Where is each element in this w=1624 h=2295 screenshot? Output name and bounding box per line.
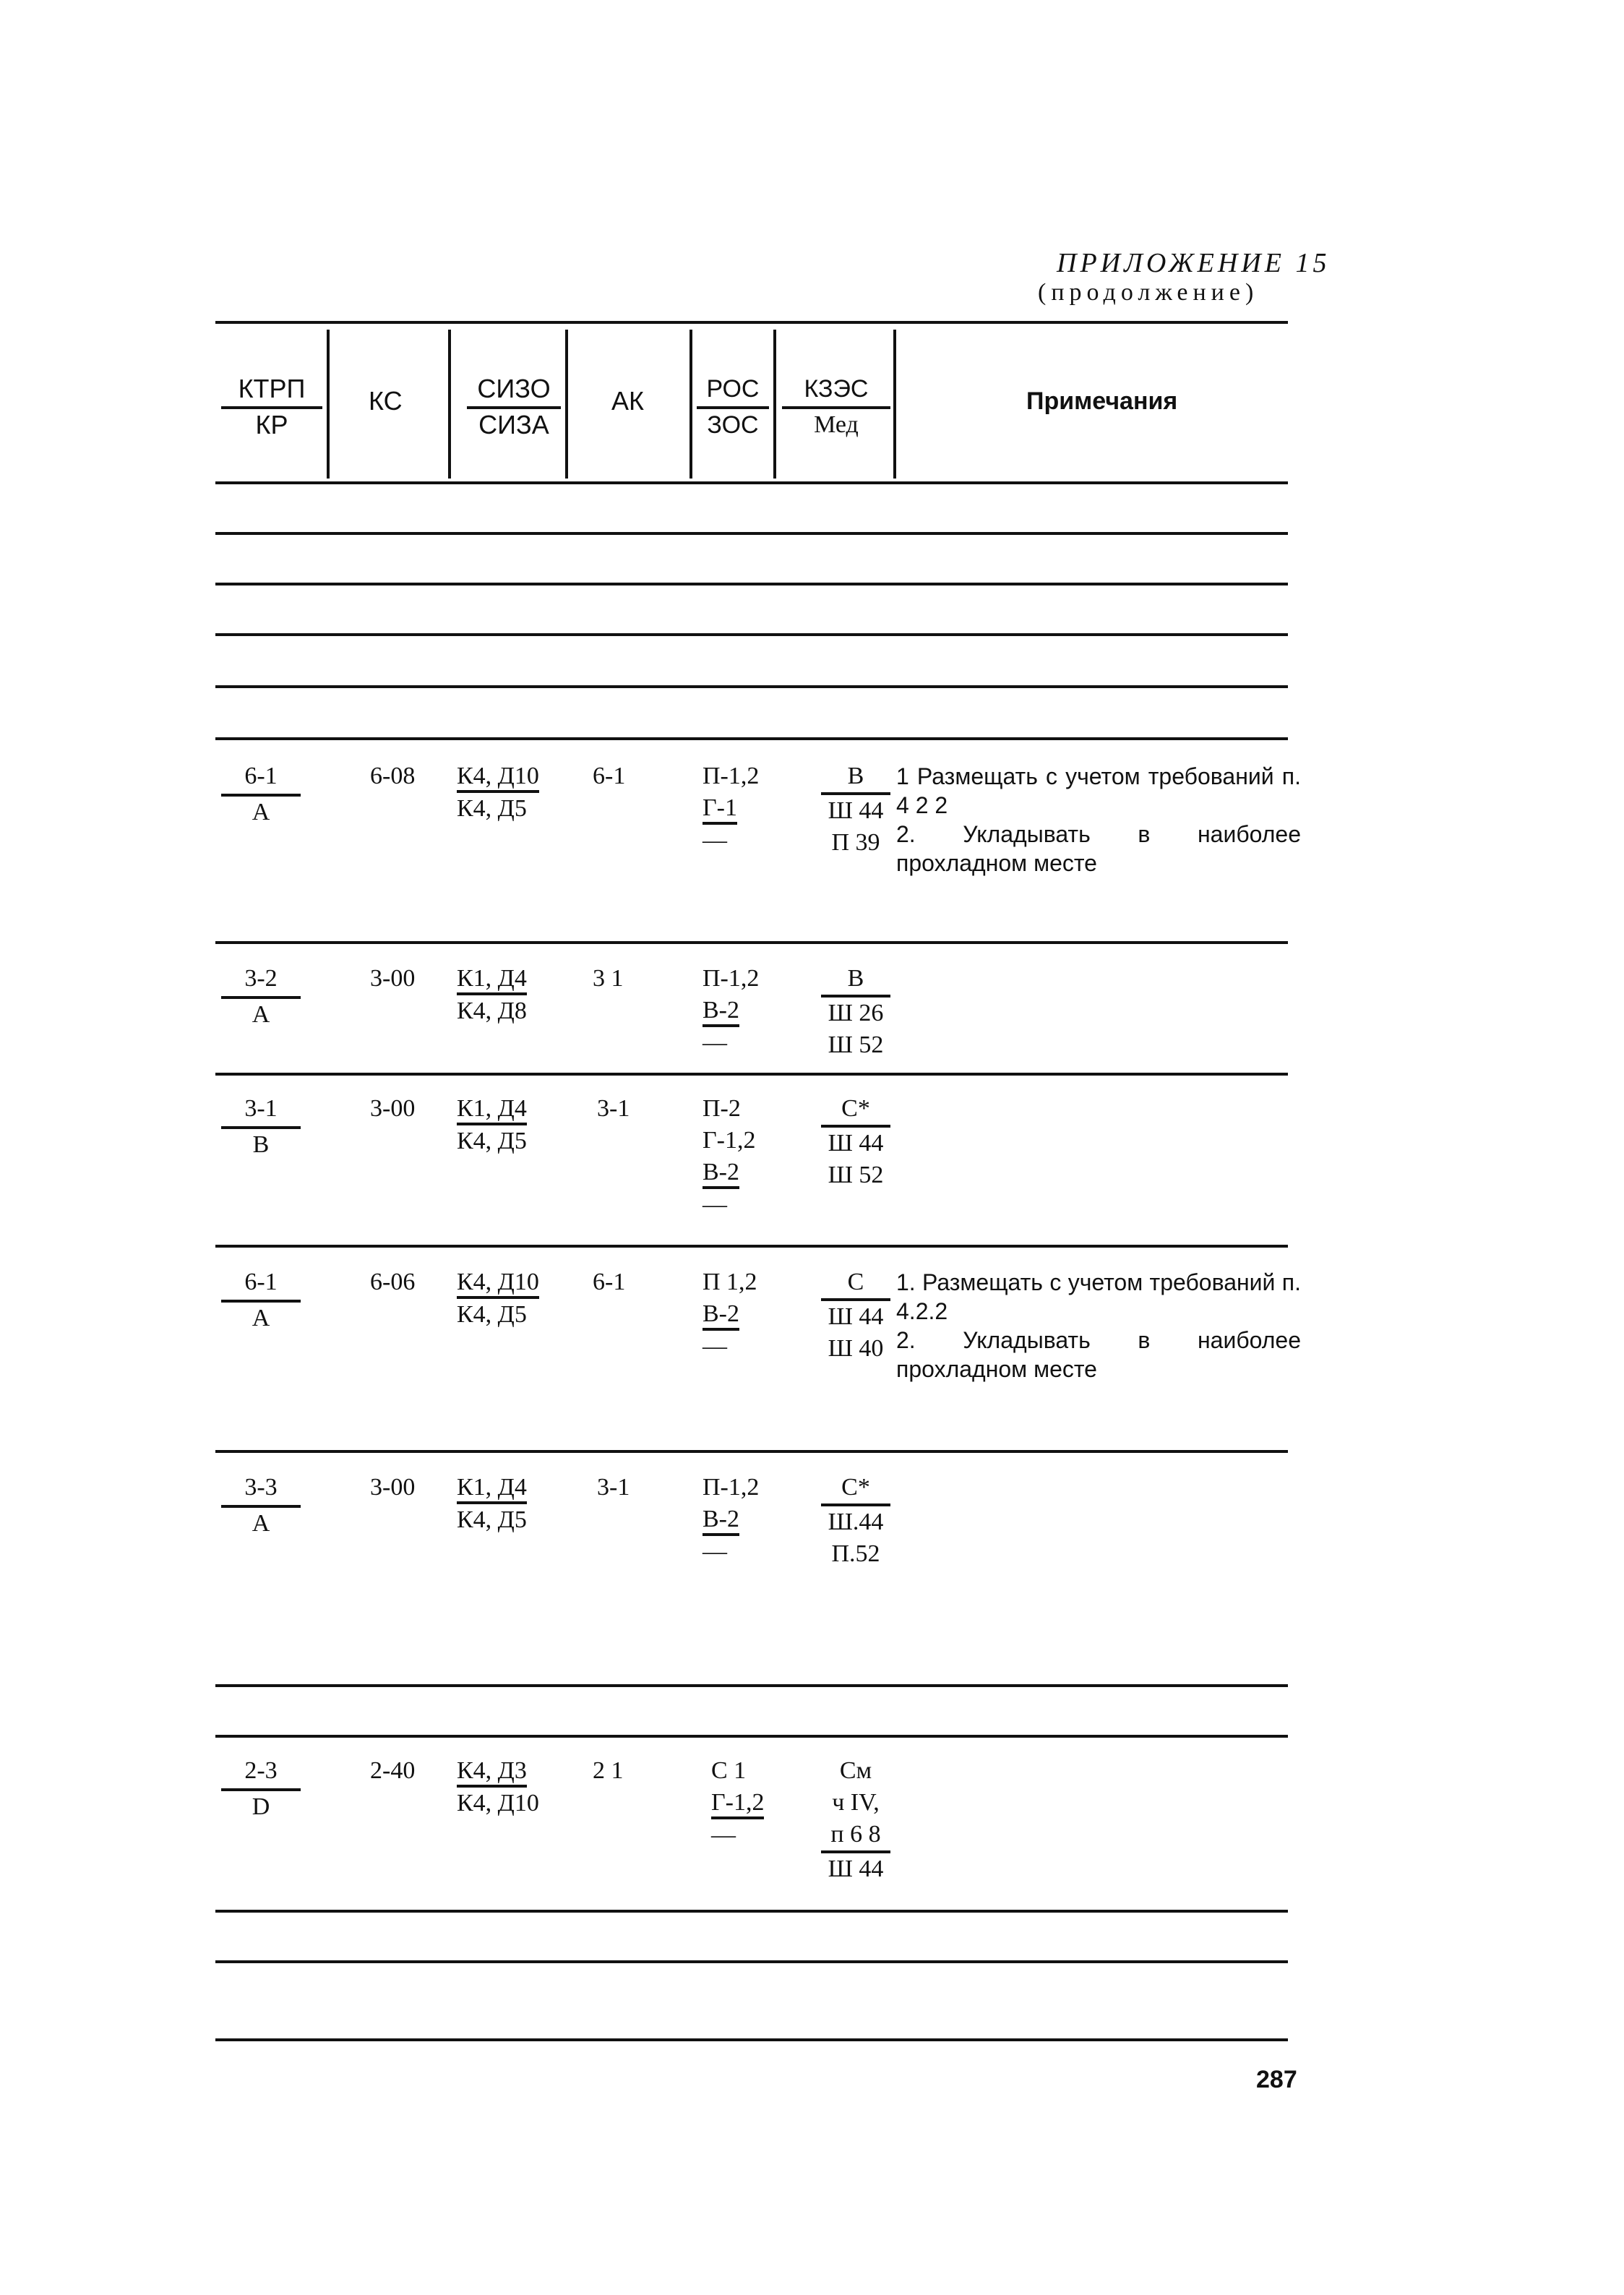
header-kzes: КЗЭС [804, 375, 869, 403]
header-ros-zos [697, 373, 769, 441]
med-value: Ш 52 [828, 1162, 884, 1188]
note-item: 2. Укладывать в наиболее прохладном месте [896, 821, 1301, 876]
appendix-title: ПРИЛОЖЕНИЕ 15 [1057, 248, 1331, 278]
med-value: Ш.44 [821, 1503, 890, 1538]
ruled-line [215, 685, 1288, 688]
ktrp-value: 3-2 [244, 965, 278, 992]
kzes-value: В [847, 965, 864, 992]
ks-value: 6-08 [370, 763, 416, 789]
row-rule [215, 1245, 1288, 1248]
ros-zos-cell [711, 1755, 764, 1851]
column-divider [565, 330, 568, 479]
ktrp-value: 6-1 [244, 763, 278, 789]
kzes-med-cell [821, 963, 890, 1061]
ruled-line [215, 532, 1288, 535]
ros-value: П-1,2 [703, 965, 760, 992]
kr-value: А [221, 996, 301, 1031]
ktrp-kr-cell [221, 1472, 301, 1540]
sizo-value: К1, Д4 [457, 1095, 527, 1125]
kr-value: D [221, 1788, 301, 1823]
header-siza: СИЗА [467, 406, 561, 441]
ros-zos-cell [703, 1266, 757, 1363]
ak-value: 2 1 [593, 1757, 624, 1784]
notes-cell [896, 762, 1301, 878]
header-sizo: СИЗО [477, 374, 551, 403]
zos-value: — [703, 1191, 727, 1218]
kzes-value: С* [841, 1095, 870, 1122]
kr-value: А [221, 794, 301, 828]
ktrp-kr-cell [221, 1755, 301, 1823]
header-ks: КС [369, 386, 403, 416]
ak-value: 3-1 [597, 1095, 630, 1122]
ks-value: 3-00 [370, 1474, 416, 1501]
header-sizo-siza [467, 373, 561, 441]
kr-value: А [221, 1505, 301, 1540]
ktrp-kr-cell [221, 963, 301, 1031]
kzes-value: С* [841, 1474, 870, 1501]
med-value: Ш 44 [821, 1850, 890, 1885]
zos-value: — [703, 827, 727, 854]
ktrp-kr-cell [221, 1266, 301, 1334]
sizo-value: К1, Д4 [457, 965, 527, 995]
ak-value: 3 1 [593, 965, 624, 992]
column-divider [327, 330, 330, 479]
med-value: Ш 40 [828, 1335, 884, 1362]
ks-value: 3-00 [370, 965, 416, 992]
sizo-siza-cell [457, 1266, 539, 1331]
ruled-line [215, 1684, 1288, 1687]
header-kzes-med [782, 373, 890, 441]
header-med: Мед [782, 406, 890, 441]
ros-value: В-2 [703, 1159, 739, 1189]
zos-value: — [703, 1538, 727, 1565]
ros-value: П 1,2 [703, 1269, 757, 1295]
table-bottom-rule [215, 2038, 1288, 2041]
ktrp-value: 3-1 [244, 1095, 278, 1122]
continuation-label: (продолжение) [1038, 279, 1259, 306]
kzes-med-cell [821, 1266, 890, 1365]
ruled-line [215, 737, 1288, 740]
sizo-siza-cell [457, 1093, 527, 1157]
ros-value: С 1 [711, 1757, 747, 1784]
kzes-med-cell [821, 1472, 890, 1570]
ros-value: Г-1,2 [703, 1127, 756, 1154]
ros-value: В-2 [703, 1506, 739, 1536]
column-divider [773, 330, 776, 479]
ruled-line [215, 1960, 1288, 1963]
med-value: Ш 26 [821, 995, 890, 1029]
row-rule [215, 941, 1288, 944]
ruled-line [215, 633, 1288, 636]
ks-value: 6-06 [370, 1269, 416, 1295]
sizo-siza-cell [457, 760, 539, 825]
med-value: Ш 52 [828, 1031, 884, 1058]
notes-cell [896, 1268, 1301, 1384]
ros-zos-cell [703, 963, 759, 1059]
note-item: 1 Размещать с учетом требований п. 4 2 2 [896, 763, 1301, 818]
column-divider [689, 330, 692, 479]
zos-value: — [703, 1333, 727, 1360]
kzes-med-cell [821, 760, 890, 859]
siza-value: К4, Д5 [457, 1506, 527, 1533]
ros-value: В-2 [703, 1300, 739, 1331]
siza-value: К4, Д5 [457, 1128, 527, 1154]
ros-zos-cell [703, 760, 759, 857]
zos-value: — [703, 1029, 727, 1056]
header-ktrp: КТРП [238, 374, 306, 403]
ros-value: В-2 [703, 997, 739, 1027]
ruled-line [215, 1910, 1288, 1913]
kzes-value: п 6 8 [830, 1821, 881, 1848]
zos-value: — [711, 1822, 736, 1848]
med-value: Ш 44 [821, 1298, 890, 1333]
header-ak: АК [611, 386, 644, 416]
header-kr: КР [221, 406, 322, 441]
row-rule [215, 1450, 1288, 1453]
ks-value: 3-00 [370, 1095, 416, 1122]
siza-value: К4, Д5 [457, 795, 527, 822]
ak-value: 3-1 [597, 1474, 630, 1501]
kzes-value: С [847, 1269, 864, 1295]
ks-value: 2-40 [370, 1757, 416, 1784]
siza-value: К4, Д8 [457, 998, 527, 1024]
kr-value: А [221, 1300, 301, 1334]
siza-value: К4, Д5 [457, 1301, 527, 1328]
sizo-value: К4, Д10 [457, 763, 539, 793]
kzes-value: В [847, 763, 864, 789]
ktrp-kr-cell [221, 1093, 301, 1161]
med-value: П 39 [831, 829, 880, 856]
header-ros: РОС [706, 375, 760, 403]
ak-value: 6-1 [593, 1269, 626, 1295]
header-zos: ЗОС [697, 406, 769, 441]
med-value: П.52 [831, 1540, 880, 1567]
note-item: 1. Размещать с учетом требований п. 4.2.2 [896, 1269, 1301, 1324]
page-number: 287 [1256, 2066, 1297, 2093]
kzes-value: ч IV, [832, 1789, 880, 1816]
kr-value: В [221, 1126, 301, 1161]
siza-value: К4, Д10 [457, 1790, 539, 1816]
sizo-value: К1, Д4 [457, 1474, 527, 1504]
row-rule [215, 1073, 1288, 1076]
column-divider [448, 330, 451, 479]
kzes-value: См [839, 1757, 872, 1784]
ktrp-value: 2-3 [244, 1757, 278, 1784]
sizo-value: К4, Д3 [457, 1757, 527, 1788]
sizo-siza-cell [457, 963, 527, 1027]
ros-value: П-2 [703, 1095, 741, 1122]
ros-value: Г-1,2 [711, 1789, 764, 1819]
kzes-med-cell [821, 1755, 890, 1885]
table-top-rule [215, 321, 1288, 324]
header-notes: Примечания [1026, 387, 1178, 415]
ros-zos-cell [703, 1472, 759, 1568]
ros-value: П-1,2 [703, 1474, 760, 1501]
sizo-value: К4, Д10 [457, 1269, 539, 1299]
ruled-line [215, 583, 1288, 585]
sizo-siza-cell [457, 1755, 539, 1819]
ktrp-value: 6-1 [244, 1269, 278, 1295]
table-header-bottom-rule [215, 481, 1288, 484]
row-rule [215, 1735, 1288, 1738]
med-value: Ш 44 [821, 1125, 890, 1159]
ros-zos-cell [703, 1093, 755, 1221]
ros-value: Г-1 [703, 794, 737, 825]
note-item: 2. Укладывать в наиболее прохладном месте [896, 1327, 1301, 1382]
kzes-med-cell [821, 1093, 890, 1191]
sizo-siza-cell [457, 1472, 527, 1536]
ros-value: П-1,2 [703, 763, 760, 789]
med-value: Ш 44 [821, 792, 890, 827]
ak-value: 6-1 [593, 763, 626, 789]
header-ktrp-kr [221, 373, 322, 441]
ktrp-kr-cell [221, 760, 301, 828]
ktrp-value: 3-3 [244, 1474, 278, 1501]
column-divider [893, 330, 896, 479]
